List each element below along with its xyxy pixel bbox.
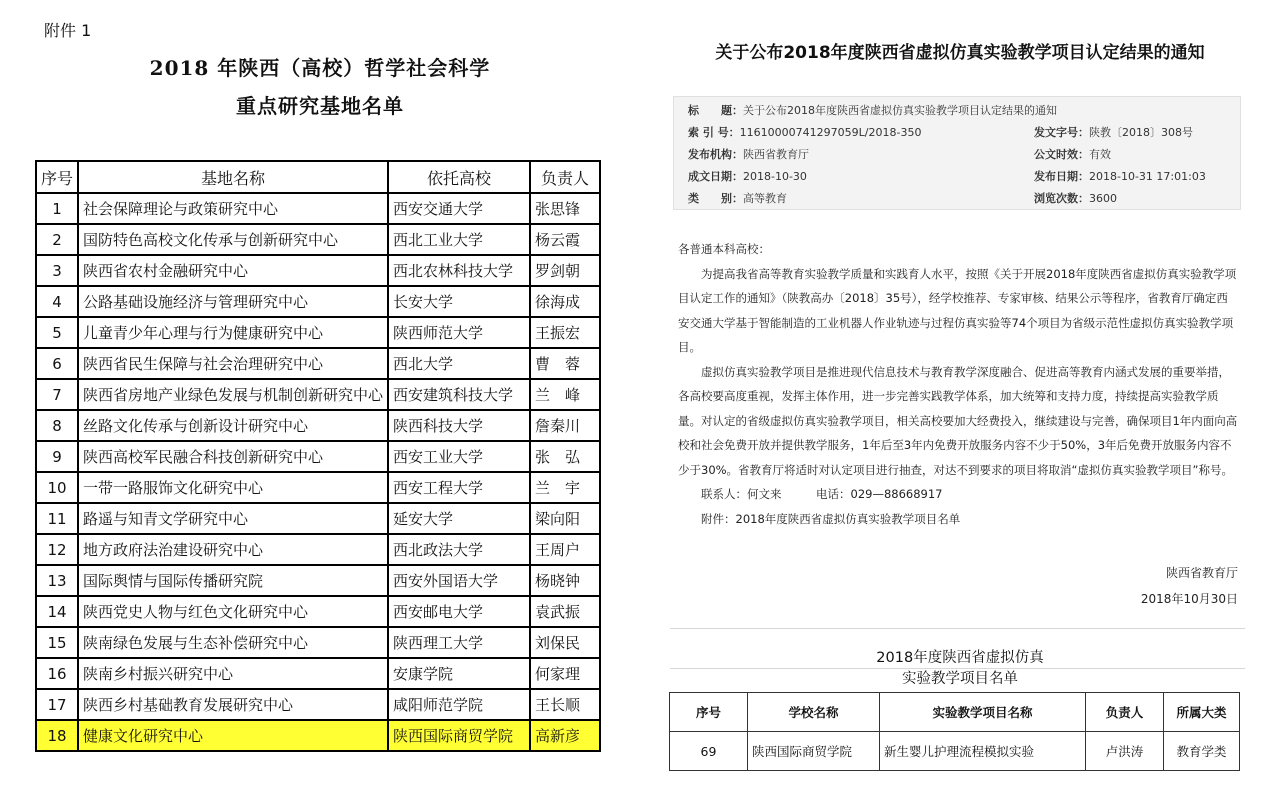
row-leader: 何家理 (530, 658, 600, 689)
row-base-name: 地方政府法治建设研究中心 (78, 534, 388, 565)
row-index: 15 (36, 627, 78, 658)
research-base-table (35, 160, 601, 752)
paragraph-1: 为提高我省高等教育实验教学质量和实践育人水平，按照《关于开展2018年度陕西省虚拟仿真实验教学项目认定工作的通知》（陕教高办〔2018〕35号），经学校推荐、专家审核、结果公示等程序，省教育厅确定西安交通大学基于智能制造的工业机器人作业轨迹与过程仿真实验等74个项目为省级示范性虚拟仿真实验教学项目。 (678, 266, 1237, 354)
meta-views-row (1034, 190, 1117, 206)
row-university: 西安外国语大学 (388, 565, 530, 596)
meta-made-value: 2018-10-30 (743, 170, 807, 183)
meta-title-value: 关于公布2018年度陕西省虚拟仿真实验教学项目认定结果的通知 (743, 104, 1057, 117)
meta-views-value: 3600 (1089, 192, 1117, 205)
table-row (36, 658, 600, 689)
project-header-category: 所属大类 (1164, 693, 1240, 732)
table-row (36, 472, 600, 503)
row-base-name: 一带一路服饰文化研究中心 (78, 472, 388, 503)
table-row (36, 224, 600, 255)
row-leader: 王振宏 (530, 317, 600, 348)
project-index: 69 (670, 732, 748, 771)
list-title-line2: 实验教学项目名单 (902, 671, 1018, 687)
meta-org-value: 陕西省教育厅 (743, 148, 809, 161)
row-university: 西安交通大学 (388, 193, 530, 224)
meta-docno-row (1034, 124, 1193, 140)
row-index: 18 (36, 720, 78, 751)
row-university: 咸阳师范学院 (388, 689, 530, 720)
table-row (36, 286, 600, 317)
row-leader: 高新彦 (530, 720, 600, 751)
row-university: 陕西科技大学 (388, 410, 530, 441)
project-category: 教育学类 (1164, 732, 1240, 771)
row-index: 10 (36, 472, 78, 503)
project-leader: 卢洪涛 (1086, 732, 1164, 771)
row-university: 西北大学 (388, 348, 530, 379)
project-header-index: 序号 (670, 693, 748, 732)
greeting: 各普通本科高校： (678, 242, 770, 256)
row-base-name: 社会保障理论与政策研究中心 (78, 193, 388, 224)
table-row (36, 193, 600, 224)
meta-title-label: 标 题： (688, 104, 743, 117)
list-title-line1: 2018年度陕西省虚拟仿真 (876, 650, 1044, 666)
row-university: 西安工程大学 (388, 472, 530, 503)
metadata-box (673, 96, 1241, 210)
table-row (36, 534, 600, 565)
sign-org: 陕西省教育厅 (1165, 566, 1238, 580)
table-row (36, 410, 600, 441)
row-index: 13 (36, 565, 78, 596)
row-base-name: 陕西高校军民融合科技创新研究中心 (78, 441, 388, 472)
table-row (36, 503, 600, 534)
row-index: 9 (36, 441, 78, 472)
row-base-name: 儿童青少年心理与行为健康研究中心 (78, 317, 388, 348)
notice-title: 关于公布2018年度陕西省虚拟仿真实验教学项目认定结果的通知 (715, 43, 1205, 63)
row-leader: 袁武振 (530, 596, 600, 627)
row-base-name: 陕西乡村基础教育发展研究中心 (78, 689, 388, 720)
attachment-line: 附件：2018年度陕西省虚拟仿真实验教学项目名单 (701, 511, 961, 526)
meta-cat-row (688, 190, 787, 206)
sign-date: 2018年10月30日 (1140, 592, 1238, 606)
row-index: 8 (36, 410, 78, 441)
meta-index-label: 索 引 号： (688, 126, 740, 139)
table-row (36, 565, 600, 596)
project-header-row (670, 693, 1240, 732)
meta-index-value: 11610000741297059L/2018-350 (739, 126, 922, 139)
row-leader: 詹秦川 (530, 410, 600, 441)
row-base-name: 陕西党史人物与红色文化研究中心 (78, 596, 388, 627)
row-index: 7 (36, 379, 78, 410)
meta-validity-row (1034, 146, 1111, 162)
row-university: 安康学院 (388, 658, 530, 689)
row-university: 西北工业大学 (388, 224, 530, 255)
row-leader: 张思锋 (530, 193, 600, 224)
divider (670, 628, 1245, 629)
table-row (36, 596, 600, 627)
meta-validity-label: 公文时效： (1034, 148, 1089, 161)
meta-validity-value: 有效 (1089, 148, 1111, 161)
row-university: 陕西国际商贸学院 (388, 720, 530, 751)
row-base-name: 陕西省房地产业绿色发展与机制创新研究中心 (78, 379, 388, 410)
row-leader: 梁向阳 (530, 503, 600, 534)
meta-title-row (688, 102, 1057, 118)
row-university: 西安邮电大学 (388, 596, 530, 627)
row-base-name: 国际舆情与国际传播研究院 (78, 565, 388, 596)
meta-org-row (688, 146, 809, 162)
row-index: 12 (36, 534, 78, 565)
table-row (36, 317, 600, 348)
right-document (640, 0, 1280, 800)
row-university: 长安大学 (388, 286, 530, 317)
notice-body (678, 237, 1238, 531)
row-base-name: 路遥与知青文学研究中心 (78, 503, 388, 534)
row-university: 西北农林科技大学 (388, 255, 530, 286)
row-index: 11 (36, 503, 78, 534)
contact-line: 联系人：何文来 电话：029—88668917 (701, 487, 943, 501)
row-index: 17 (36, 689, 78, 720)
header-university: 依托高校 (388, 161, 530, 193)
meta-made-row (688, 168, 807, 184)
document-title-line2: 重点研究基地名单 (236, 94, 404, 118)
row-leader: 兰 宇 (530, 472, 600, 503)
meta-cat-label: 类 别： (688, 192, 743, 205)
left-document (0, 0, 620, 800)
header-leader: 负责人 (530, 161, 600, 193)
row-university: 西北政法大学 (388, 534, 530, 565)
document-title-line1: 2018 年陕西（高校）哲学社会科学 (149, 56, 491, 80)
row-base-name: 国防特色高校文化传承与创新研究中心 (78, 224, 388, 255)
row-base-name: 健康文化研究中心 (78, 720, 388, 751)
row-index: 2 (36, 224, 78, 255)
table-row (36, 255, 600, 286)
row-base-name: 陕南乡村振兴研究中心 (78, 658, 388, 689)
attachment-label: 附件 1 (44, 21, 92, 40)
row-leader: 王长顺 (530, 689, 600, 720)
meta-cat-value: 高等教育 (743, 192, 787, 205)
row-university: 延安大学 (388, 503, 530, 534)
meta-org-label: 发布机构： (688, 148, 743, 161)
table-row (670, 732, 1240, 771)
row-index: 14 (36, 596, 78, 627)
table-row (36, 627, 600, 658)
row-leader: 曹 蓉 (530, 348, 600, 379)
header-index: 序号 (36, 161, 78, 193)
row-base-name: 陕南绿色发展与生态补偿研究中心 (78, 627, 388, 658)
row-university: 陕西师范大学 (388, 317, 530, 348)
meta-pub-row (1034, 168, 1206, 184)
row-index: 16 (36, 658, 78, 689)
table-row (36, 689, 600, 720)
project-header-leader: 负责人 (1086, 693, 1164, 732)
row-leader: 刘保民 (530, 627, 600, 658)
row-university: 陕西理工大学 (388, 627, 530, 658)
meta-pub-label: 发布日期： (1034, 170, 1089, 183)
project-header-school: 学校名称 (748, 693, 880, 732)
row-base-name: 丝路文化传承与创新设计研究中心 (78, 410, 388, 441)
header-base-name: 基地名称 (78, 161, 388, 193)
row-index: 6 (36, 348, 78, 379)
row-leader: 张 弘 (530, 441, 600, 472)
row-university: 西安工业大学 (388, 441, 530, 472)
row-university: 西安建筑科技大学 (388, 379, 530, 410)
row-leader: 兰 峰 (530, 379, 600, 410)
row-leader: 杨晓钟 (530, 565, 600, 596)
row-leader: 杨云霞 (530, 224, 600, 255)
table-row (36, 348, 600, 379)
project-school: 陕西国际商贸学院 (748, 732, 880, 771)
meta-pub-value: 2018-10-31 17:01:03 (1089, 170, 1206, 183)
meta-docno-value: 陕教〔2018〕308号 (1089, 126, 1193, 139)
row-base-name: 陕西省民生保障与社会治理研究中心 (78, 348, 388, 379)
paragraph-2: 虚拟仿真实验教学项目是推进现代信息技术与教育教学深度融合、促进高等教育内涵式发展的重要举措，各高校要高度重视，发挥主体作用，进一步完善实践教学体系，加大统筹和支持力度，持续提高实验教学质量。对认定的省级虚拟仿真实验教学项目，相关高校要加大经费投入，继续建设与完善，确保项目1年内面向高校和社会免费开放并提供教学服务，1年后至3年内免费开放服务内容不少于50%，3年后免费开放服务内容不少于30%。省教育厅将适时对认定项目进行抽查，对达不到要求的项目将取消“虚拟仿真实验教学项目”称号。 (678, 364, 1238, 477)
row-base-name: 公路基础设施经济与管理研究中心 (78, 286, 388, 317)
row-base-name: 陕西省农村金融研究中心 (78, 255, 388, 286)
row-index: 5 (36, 317, 78, 348)
row-index: 4 (36, 286, 78, 317)
row-index: 1 (36, 193, 78, 224)
table-row (36, 379, 600, 410)
project-table (669, 692, 1240, 771)
row-leader: 罗剑朝 (530, 255, 600, 286)
row-leader: 徐海成 (530, 286, 600, 317)
table-row (36, 720, 600, 751)
row-index: 3 (36, 255, 78, 286)
project-name: 新生婴儿护理流程模拟实验 (880, 732, 1086, 771)
meta-views-label: 浏览次数： (1034, 192, 1089, 205)
table-header-row (36, 161, 600, 193)
meta-index-row (688, 124, 921, 140)
meta-made-label: 成文日期： (688, 170, 743, 183)
meta-docno-label: 发文字号： (1034, 126, 1089, 139)
project-header-project: 实验教学项目名称 (880, 693, 1086, 732)
table-row (36, 441, 600, 472)
row-leader: 王周户 (530, 534, 600, 565)
